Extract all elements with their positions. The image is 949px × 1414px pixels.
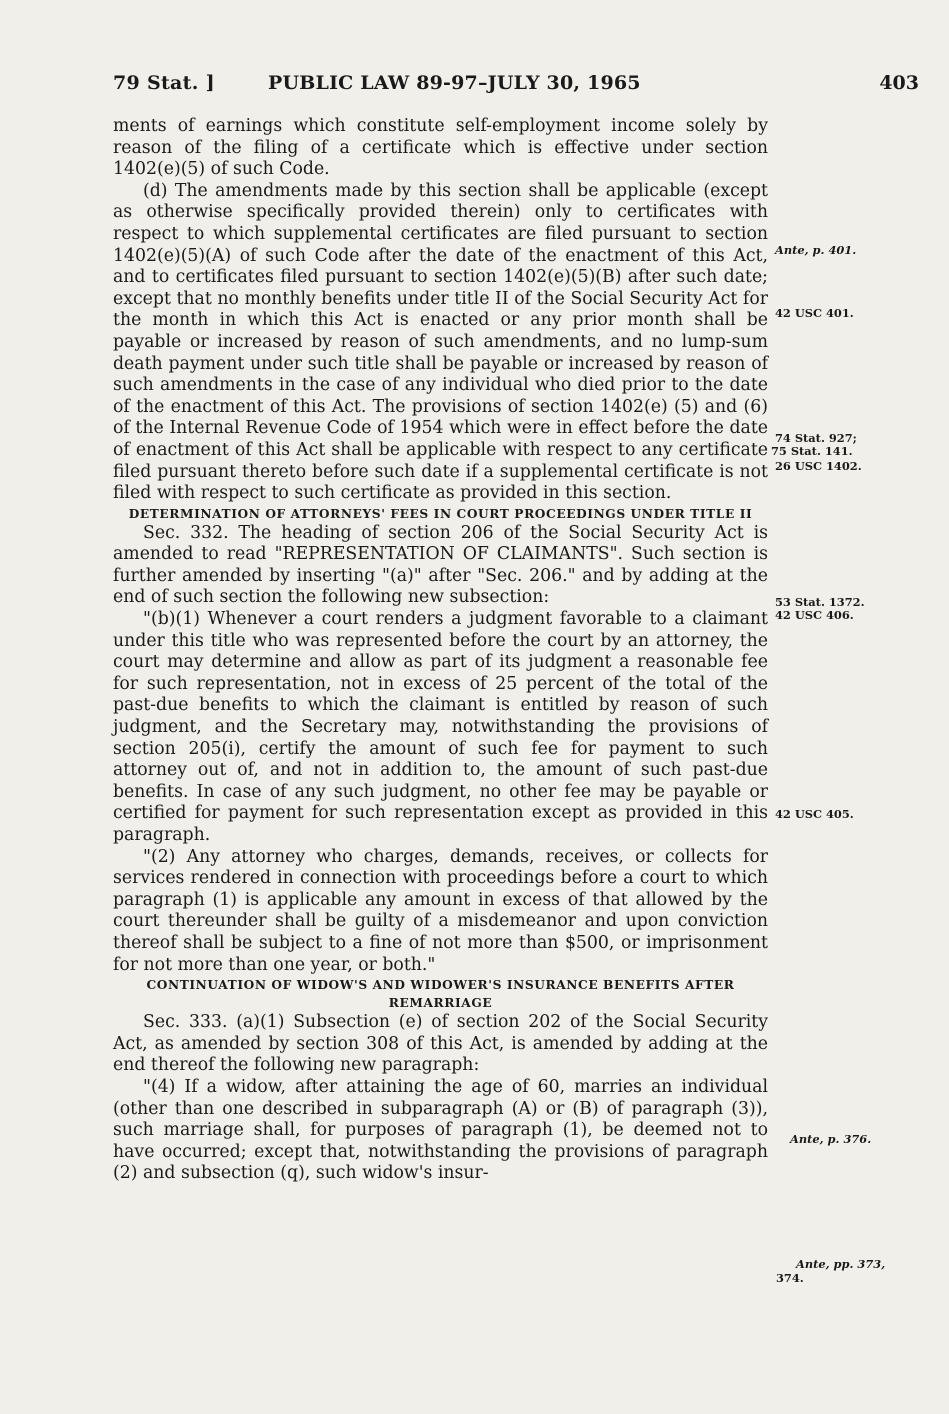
- paragraph-4: "(4) If a widow, after attaining the age of 60, marries an individual (other than one described in subparagraph (A) or (B) of paragraph (3)), such marriage shall, for purposes of paragraph (1), be deemed not to have occurred; except that, notwithstanding the provisions of paragraph (2) and subsection (q), such widow's insur-: [113, 1076, 768, 1184]
- margin-note-ante-373: Ante, pp. 373,: [796, 1257, 886, 1271]
- paragraph-b1: "(b)(1) Whenever a court renders a judgment favorable to a claimant under this title who was represented before the court by an attorney, the court may determine and allow as part of its judgment a reasonable fee for such representation, not in excess of 25 percent of the total of the past-due benefits to which the claimant is entitled by reason of such judgment, and the Secretary may, notwithstanding the provisions of section 205(i), certify the amount of such fee for payment to such attorney out of, and not in addition to, the amount of such past-due benefits. In case of any such judgment, no other fee may be payable or certified for payment for such representation except as provided in this paragraph.: [113, 609, 768, 845]
- paragraph-continuation: ments of earnings which constitute self-employment income solely by reason of the filing of a certificate which is effective under section 1402(e)(5) of such Code.: [113, 116, 768, 180]
- paragraph-sec-333: Sec. 333. (a)(1) Subsection (e) of section 202 of the Social Security Act, as amended by section 308 of this Act, is amended by adding at the end thereof the following new paragraph:: [113, 1012, 768, 1076]
- page-number: 403: [879, 72, 919, 94]
- margin-note-74stat: 74 Stat. 927;: [775, 431, 857, 445]
- running-header: [113, 72, 919, 100]
- margin-note-42usc405: 42 USC 405.: [775, 807, 854, 821]
- paragraph-b2: "(2) Any attorney who charges, demands, receives, or collects for services rendered in connection with proceedings before a court to which paragraph (1) is applicable any amount in excess of that allowed by the court thereunder shall be guilty of a misdemeanor and upon conviction thereof shall be subject to a fine of not more than $500, or imprisonment for not more than one year, or both.": [113, 846, 768, 975]
- margin-note-ante-376: Ante, p. 376.: [790, 1132, 872, 1146]
- margin-note-42usc406: 42 USC 406.: [775, 608, 854, 622]
- volume-reference: 79 Stat. ]: [113, 72, 215, 94]
- margin-note-75stat: 75 Stat. 141.: [771, 444, 853, 458]
- paragraph-sec-332: Sec. 332. The heading of section 206 of the Social Security Act is amended to read "REPRESENTATION OF CLAIMANTS". Such section is further amended by inserting "(a)" after "Sec. 206." and by adding at the end of such section the following new subsection:: [113, 522, 768, 608]
- law-title: PUBLIC LAW 89-97–JULY 30, 1965: [268, 72, 641, 94]
- section-heading-attorneys-fees: DETERMINATION OF ATTORNEYS' FEES IN COURT PROCEEDINGS UNDER TITLE II: [128, 506, 753, 521]
- margin-note-ante-401: Ante, p. 401.: [775, 243, 857, 257]
- section-heading-widows-benefits: CONTINUATION OF WIDOW'S AND WIDOWER'S INSURANCE BENEFITS AFTER REMARRIAGE: [146, 978, 735, 1011]
- margin-note-53stat: 53 Stat. 1372.: [775, 595, 865, 609]
- margin-note-42usc401: 42 USC 401.: [775, 306, 854, 320]
- paragraph-subsection-d: (d) The amendments made by this section shall be applicable (except as otherwise specifically provided therein) only to certificates with respect to which supplemental certificates are filed pursuant to section 1402(e)(5)(A) of such Code after the date of the enactment of this Act, and to certificates filed pursuant to section 1402(e)(5)(B) after such date; except that no monthly benefits under title II of the Social Security Act for the month in which this Act is enacted or any prior month shall be payable or increased by reason of such amendments, and no lump-sum death payment under such title shall be payable or increased by reason of such amendments in the case of any individual who died prior to the date of the enactment of this Act. The provisions of section 1402(e) (5) and (6) of the Internal Revenue Code of 1954 which were in effect before the date of enactment of this Act shall be applicable with respect to any certificate filed pursuant thereto before such date if a supplemental certificate is not filed with respect to such certificate as provided in this section.: [113, 180, 768, 504]
- main-text: [113, 116, 768, 1185]
- margin-note-374: 374.: [776, 1271, 804, 1285]
- margin-note-26usc1402: 26 USC 1402.: [775, 459, 862, 473]
